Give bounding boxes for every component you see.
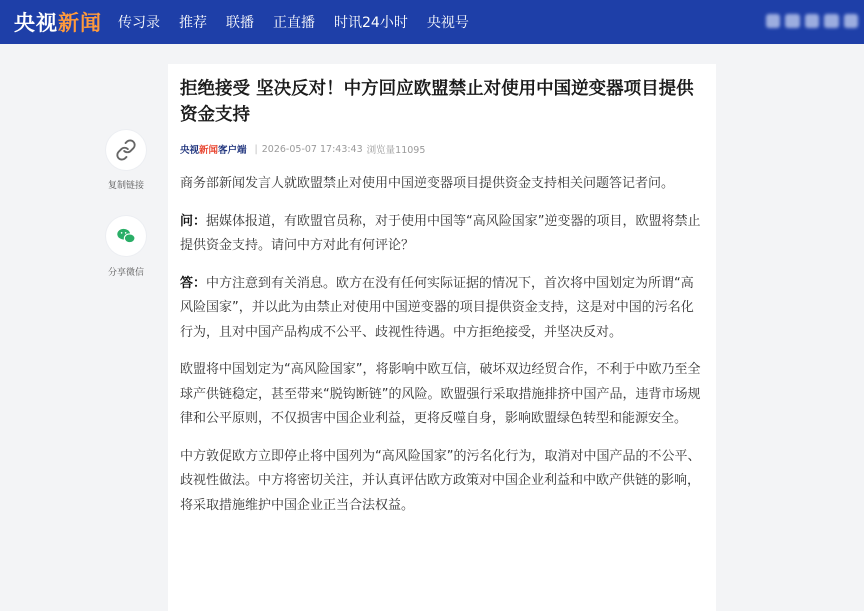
logo-highlight: 新闻 — [58, 11, 102, 35]
share-wechat-label: 分享微信 — [107, 268, 144, 278]
copy-link-button[interactable] — [106, 130, 146, 170]
question-label: 问： — [180, 213, 207, 229]
copy-link-label: 复制链接 — [107, 181, 144, 191]
link-icon — [115, 139, 137, 161]
cctv-news-logo[interactable] — [14, 7, 102, 37]
nav-item-lianbo[interactable]: 联播 — [226, 15, 254, 31]
source-logo[interactable] — [180, 142, 247, 156]
publish-datetime: 2026-05-07 17:43:43 — [261, 143, 363, 155]
article-card — [168, 64, 716, 611]
article-intro: 商务部新闻发言人就欧盟禁止对使用中国逆变器项目提供资金支持相关问题答记者问。 — [180, 176, 675, 191]
source-highlight: 新闻 — [199, 145, 219, 156]
share-wechat-button[interactable] — [106, 216, 146, 256]
article-question — [180, 210, 704, 259]
nav-item-news-24h[interactable]: 时讯24小时 — [334, 15, 408, 31]
nav-item-chuanxilu[interactable]: 传习录 — [118, 15, 160, 31]
article-meta: 央视新闻客户端 | 2026-05-07 17:43:43 浏览量11095 — [180, 143, 426, 156]
source-prefix: 央视 — [180, 145, 200, 156]
logo-prefix: 央视 — [14, 11, 58, 35]
answer-text: 中方注意到有关消息。欧方在没有任何实际证据的情况下，首次将中国划定为所谓“高风险国家”，并以此为由禁止对使用中国逆变器的项目提供资金支持，这是对中国的污名化行为，且对中国产品构成不公平、歧视性待遇。中方拒绝接受，并坚决反对。 — [180, 275, 694, 340]
question-text: 据媒体报道，有欧盟官员称，对于使用中国等“高风险国家”逆变器的项目，欧盟将禁止提供资金支持。请问中方对此有何评论？ — [180, 213, 701, 253]
wechat-icon — [115, 225, 137, 247]
top-nav-bar — [0, 0, 864, 44]
source-suffix: 客户端 — [218, 145, 247, 156]
view-count: 浏览量11095 — [366, 145, 426, 156]
nav-item-recommend[interactable]: 推荐 — [179, 15, 207, 31]
article-answer — [180, 272, 704, 346]
nav-item-cctv-account[interactable]: 央视号 — [426, 15, 469, 31]
blurred-header-actions[interactable] — [766, 14, 858, 30]
main-nav — [118, 12, 488, 32]
answer-label: 答： — [180, 275, 207, 291]
article-paragraph-2: 欧盟将中国划定为“高风险国家”，将影响中欧互信，破坏双边经贸合作，不利于中欧乃至全球产供链稳定，甚至带来“脱钩断链”的风险。欧盟强行采取措施排挤中国产品，违背市场规律和公平原则，不仅损害中国企业利益，更将反噬自身，影响欧盟绿色转型和能源安全。 — [180, 362, 701, 426]
article-title: 拒绝接受 坚决反对！中方回应欧盟禁止对使用中国逆变器项目提供资金支持 — [180, 79, 694, 125]
nav-item-live[interactable]: 正直播 — [273, 15, 315, 31]
article-paragraph-3: 中方敦促欧方立即停止将中国列为“高风险国家”的污名化行为，取消对中国产品的不公平、歧视性做法。中方将密切关注，并认真评估欧方政策对中国企业利益和中欧产供链的影响，将采取措施维护中国企业正当合法权益。 — [180, 448, 701, 513]
